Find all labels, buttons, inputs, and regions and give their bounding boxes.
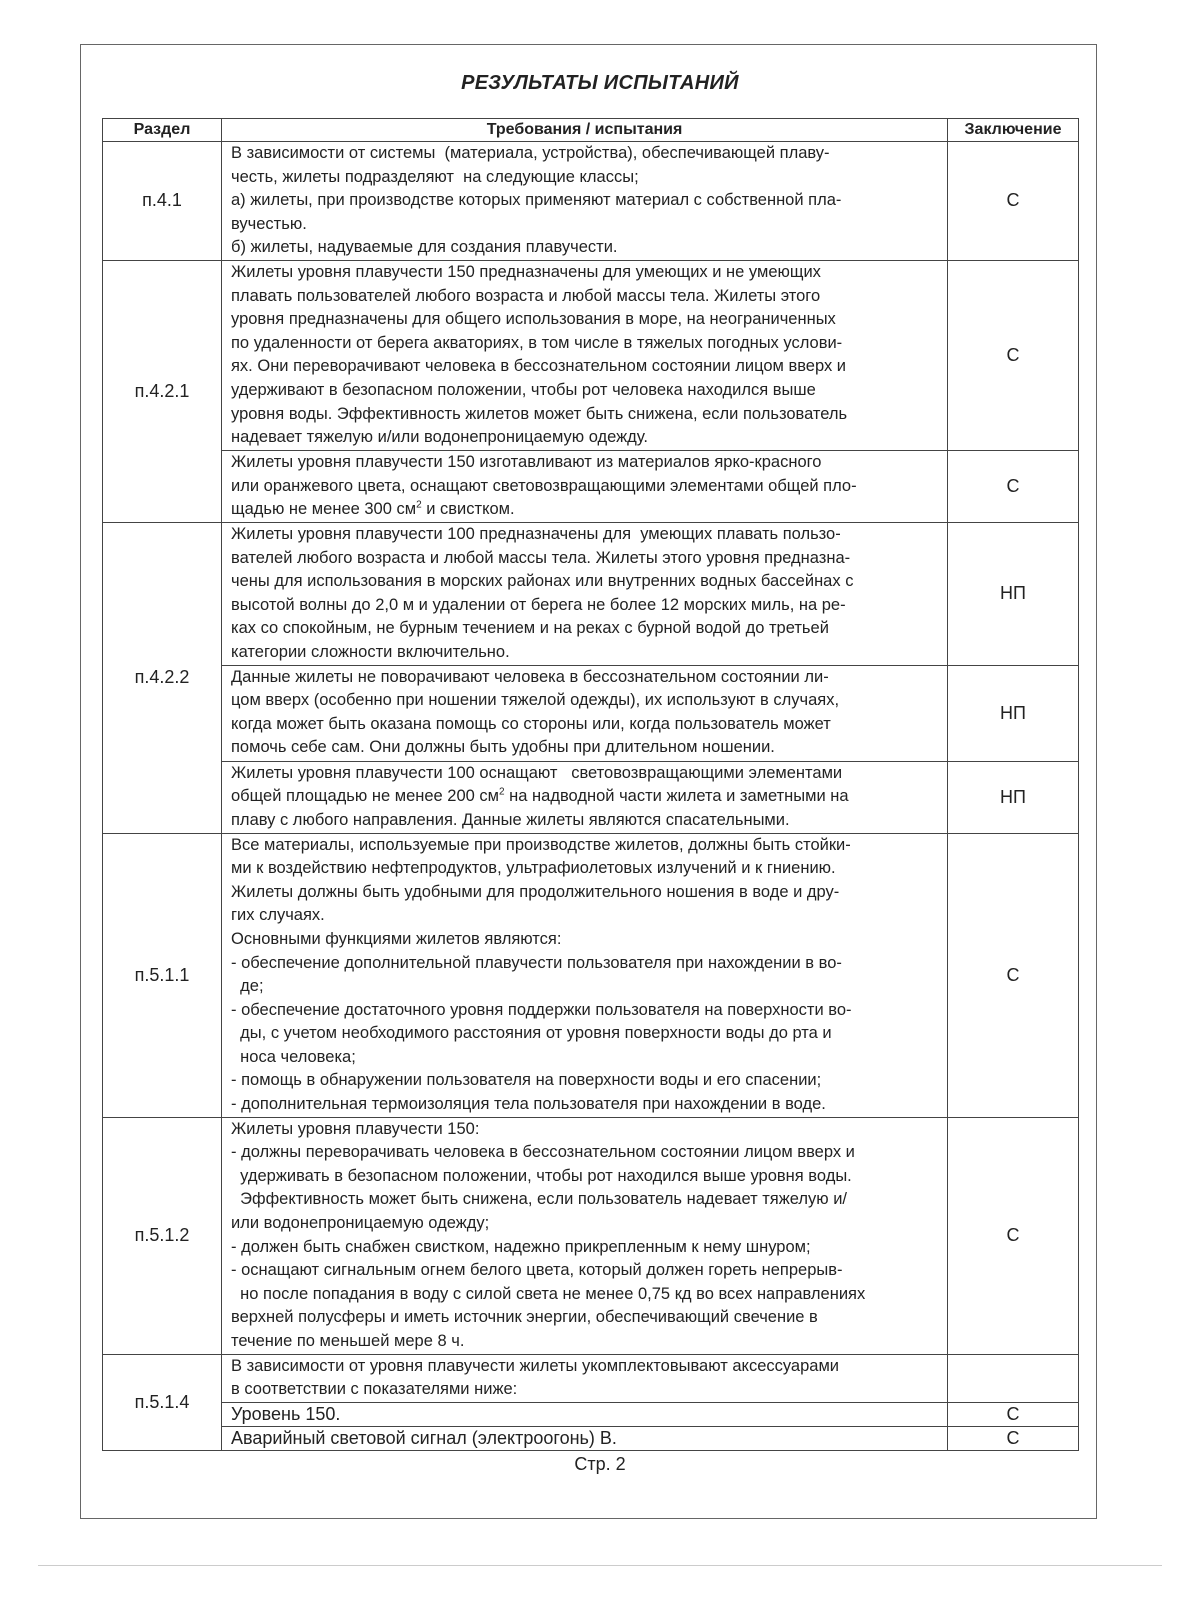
requirement-cell xyxy=(222,761,948,833)
section-cell: п.4.1 xyxy=(103,142,222,261)
requirement-cell: Жилеты уровня плавучести 100 предназначены для умеющих плавать пользо- вателей любого возраста и любой массы тела. Жилеты этого уровня предназна- чены для использования в морских районах или внутренних водных бассейнах с высотой волны до 2,0 м и удалении от берега не более 12 морских миль, на ре- ках со спокойным, не бурным течением и на реках с бурной водой до третьей категории сложности включительно. xyxy=(222,522,948,665)
section-cell: п.5.1.2 xyxy=(103,1117,222,1354)
section-cell: п.5.1.1 xyxy=(103,833,222,1117)
header-section: Раздел xyxy=(103,119,222,142)
table-row xyxy=(103,1354,1079,1402)
requirement-cell: Уровень 150. xyxy=(222,1402,948,1426)
table-row xyxy=(103,450,1079,522)
requirement-cell: Данные жилеты не поворачивают человека в бессознательном состоянии ли- цом вверх (особенно при ношении тяжелой одежды), их используют в случаях, когда может быть оказана помощь со стороны или, когда пользователь может помочь себе сам. Они должны быть удобны при длительном ношении. xyxy=(222,665,948,761)
conclusion-cell: С xyxy=(948,1117,1079,1354)
header-conclusion: Заключение xyxy=(948,119,1079,142)
requirement-cell: Жилеты уровня плавучести 150 предназначены для умеющих и не умеющих плавать пользователей любого возраста и любой массы тела. Жилеты этого уровня предназначены для общего использования в море, на неограниченных по удаленности от берега акваториях, в том числе в тяжелых погодных услови- ях. Они переворачивают человека в бессознательном состоянии лицом вверх и удерживают в безопасном положении, чтобы рот человека находился выше уровня воды. Эффективность жилетов может быть снижена, если пользователь надевает тяжелую и/или водонепроницаемую одежду. xyxy=(222,260,948,450)
table-row xyxy=(103,142,1079,261)
table-row xyxy=(103,761,1079,833)
table-row xyxy=(103,1117,1079,1354)
requirement-cell xyxy=(222,450,948,522)
requirement-cell: Все материалы, используемые при производстве жилетов, должны быть стойки- ми к воздействию нефтепродуктов, ультрафиолетовых излучений и к гниению. Жилеты должны быть удобными для продолжительного ношения в воде и дру- гих случаях. Основными функциями жилетов являются: - обеспечение дополнительной плавучести пользователя при нахождении в во- де; - обеспечение достаточного уровня поддержки пользователя на поверхности во- ды, с учетом необходимого расстояния от уровня поверхности воды до рта и носа человека; - помощь в обнаружении пользователя на поверхности воды и его спасении; - дополнительная термоизоляция тела пользователя при нахождении в воде. xyxy=(222,833,948,1117)
conclusion-cell: С xyxy=(948,260,1079,450)
conclusion-cell: НП xyxy=(948,665,1079,761)
requirement-cell: В зависимости от уровня плавучести жилеты укомплектовывают аксессуарами в соответствии с показателями ниже: xyxy=(222,1354,948,1402)
table-row xyxy=(103,260,1079,450)
conclusion-cell: С xyxy=(948,1402,1079,1426)
divider xyxy=(38,1565,1162,1566)
table-row xyxy=(103,1402,1079,1426)
conclusion-cell: НП xyxy=(948,761,1079,833)
results-table xyxy=(102,118,1079,1451)
table-row xyxy=(103,833,1079,1117)
table-row xyxy=(103,665,1079,761)
conclusion-cell: С xyxy=(948,833,1079,1117)
requirement-cell: В зависимости от системы (материала, устройства), обеспечивающей плаву- честь, жилеты подразделяют на следующие классы; а) жилеты, при производстве которых применяют материал с собственной пла- вучестью. б) жилеты, надуваемые для создания плавучести. xyxy=(222,142,948,261)
conclusion-cell: НП xyxy=(948,522,1079,665)
superscript: 2 xyxy=(499,786,505,798)
requirement-cell: Аварийный световой сигнал (электроогонь) В. xyxy=(222,1426,948,1450)
conclusion-cell: С xyxy=(948,450,1079,522)
table-header-row xyxy=(103,119,1079,142)
section-cell: п.5.1.4 xyxy=(103,1354,222,1450)
requirement-text: Жилеты уровня плавучести 150 изготавливают из материалов ярко-красного или оранжевого цвета, оснащают световозвращающими элементами общей пло- щадью не менее 300 см xyxy=(231,452,857,519)
requirement-text: на надводной части жилета и заметными на плаву с любого направления. Данные жилеты являются спасательными. xyxy=(231,787,849,829)
requirement-text: и свистком. xyxy=(421,500,515,519)
section-cell: п.4.2.2 xyxy=(103,522,222,833)
conclusion-cell xyxy=(948,1354,1079,1402)
header-requirements: Требования / испытания xyxy=(222,119,948,142)
table-row xyxy=(103,1426,1079,1450)
conclusion-cell: С xyxy=(948,142,1079,261)
conclusion-cell: С xyxy=(948,1426,1079,1450)
superscript: 2 xyxy=(416,499,422,511)
table-row xyxy=(103,522,1079,665)
page-number: Стр. 2 xyxy=(574,1454,626,1474)
document-title: РЕЗУЛЬТАТЫ ИСПЫТАНИЙ xyxy=(461,72,739,94)
section-cell: п.4.2.1 xyxy=(103,260,222,522)
requirement-cell: Жилеты уровня плавучести 150: - должны переворачивать человека в бессознательном состоянии лицом вверх и удерживать в безопасном положении, чтобы рот находился выше уровня воды. Эффективность может быть снижена, если пользователь надевает тяжелую и/ или водонепроницаемую одежду; - должен быть снабжен свистком, надежно прикрепленным к нему шнуром; - оснащают сигнальным огнем белого цвета, который должен гореть непрерыв- но после попадания в воду с силой света не менее 0,75 кд во всех направлениях верхней полусферы и иметь источник энергии, обеспечивающий свечение в течение по меньшей мере 8 ч. xyxy=(222,1117,948,1354)
requirement-text: Жилеты уровня плавучести 100 оснащают световозвращающими элементами общей площадью не менее 200 см xyxy=(231,763,843,806)
